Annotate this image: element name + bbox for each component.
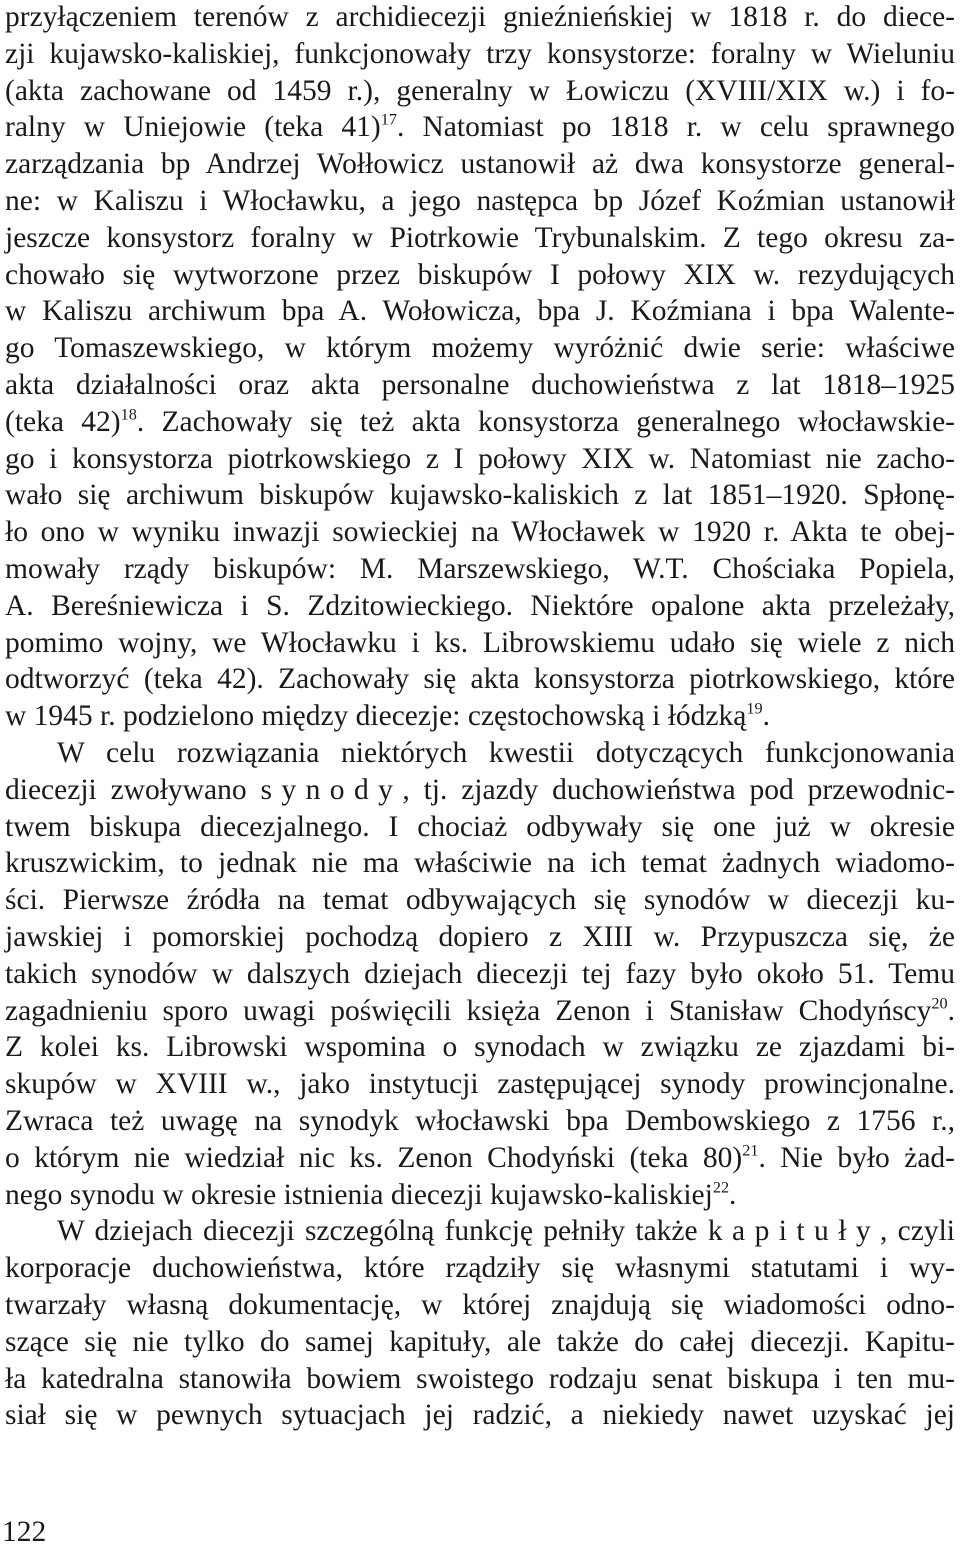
text-run: W celu rozwiązania niektórych kwestii dotyczących funkcjonowania [57, 737, 955, 769]
text-run: go i konsystorza piotrkowskiego z I połowy XIX w. Natomiast nie zacho- [5, 442, 955, 475]
text-run: siał się w pewnych sytuacjach jej radzić, a niekiedy nawet uzyskać jej [5, 1399, 955, 1432]
text-run: . [729, 1178, 737, 1211]
text-run: nego synodu w okresie istnienia diecezji kujawsko-kaliskiej [5, 1178, 713, 1211]
text-run: Zwraca też uwagę na synodyk włocławski bpa Dembowskiego z 1756 r., [5, 1105, 955, 1137]
text-run: wało się archiwum biskupów kujawsko-kaliskich z lat 1851–1920. Spłonę- [5, 479, 955, 512]
text-run: jawskiej i pomorskiej pochodzą dopiero z XIII w. Przypuszcza się, że [5, 921, 955, 953]
footnote-marker: 20 [931, 994, 948, 1013]
text-run: twem biskupa diecezjalnego. I chociaż odbywały się one już w okresie [5, 810, 955, 843]
text-line [5, 626, 955, 660]
emphasized-term: synody [260, 773, 403, 806]
text-run: szące się nie tylko do samej kapituły, ale także do całej diecezji. Kapitu- [5, 1325, 955, 1358]
text-line [5, 994, 955, 1028]
text-run: takich synodów w dalszych dziejach diecezji tej fazy było około 51. Temu [5, 957, 955, 990]
text-run: w 1945 r. podzielono między diecezje: częstochowską i łódzką [5, 700, 747, 733]
text-run: , czyli [880, 1215, 955, 1248]
text-line [5, 1325, 955, 1359]
text-line [5, 552, 955, 586]
text-line [5, 662, 955, 696]
text-run: skupów w XVIII w., jako instytucji zastępującej synody prowincjonalne. [5, 1068, 955, 1101]
text-run: przyłączeniem terenów z archidiecezji gnieźnieńskiej w 1818 r. do diece- [5, 1, 955, 33]
text-line [5, 773, 955, 807]
text-line [5, 331, 955, 365]
text-run: ralny w Uniejowie (teka 41) [5, 111, 381, 144]
text-run: twarzały własną dokumentację, w której znajdują się wiadomości odno- [5, 1289, 955, 1321]
text-line [5, 589, 955, 623]
text-run: w Kaliszu archiwum bpa A. Wołowicza, bpa J. Koźmiana i bpa Walente- [5, 295, 955, 328]
text-run: W dziejach diecezji szczególną funkcję pełniły także [57, 1215, 708, 1248]
text-run: (akta zachowane od 1459 r.), generalny w Łowiczu (XVIII/XIX w.) i fo- [5, 74, 955, 107]
text-run: kruszwickim, to jednak nie ma właściwie na ich temat żadnych wiadomo- [5, 847, 955, 880]
text-run: ło ono w wyniku inwazji sowieckiej na Włocławek w 1920 r. Akta te obej- [5, 516, 955, 549]
text-line [5, 1288, 955, 1322]
text-line [5, 1362, 955, 1396]
text-run: . Zachowały się też akta konsystorza generalnego włocławskie- [136, 405, 955, 438]
text-line [5, 1398, 955, 1432]
text-run: . [947, 994, 955, 1027]
text-line [57, 1214, 955, 1248]
text-line [5, 699, 955, 733]
text-run: mowały rządy biskupów: M. Marszewskiego, W.T. Chościaka Popiela, [5, 553, 955, 585]
text-run: zarządzania bp Andrzej Wołłowicz ustanowił aż dwa konsystorze general- [5, 148, 955, 181]
text-line [5, 515, 955, 549]
text-line [5, 442, 955, 476]
text-run: ści. Pierwsze źródła na temat odbywających się synodów w diecezji ku- [5, 884, 955, 917]
page-number: 122 [2, 1516, 47, 1548]
text-run: go Tomaszewskiego, w którym możemy wyróżnić dwie serie: właściwe [5, 332, 955, 365]
text-run: odtworzyć (teka 42). Zachowały się akta konsystorza piotrkowskiego, które [5, 663, 955, 696]
text-line [5, 184, 955, 218]
text-line [5, 405, 955, 439]
footnote-marker: 22 [712, 1178, 730, 1197]
text-line [57, 736, 955, 770]
text-line [5, 478, 955, 512]
text-line [5, 110, 955, 144]
text-line [5, 147, 955, 181]
text-line [5, 1141, 955, 1175]
text-run: pomimo wojny, we Włocławku i ks. Librowskiemu udało się wiele z nich [5, 626, 955, 659]
footnote-marker: 17 [380, 111, 397, 130]
text-run: . Nie było żad- [758, 1141, 955, 1174]
text-run: A. Bereśniewicza i S. Zdzitowieckiego. Niektóre opalone akta przeleżały, [5, 589, 955, 622]
text-run: Z kolei ks. Librowski wspomina o synodach w związku ze zjazdami bi- [5, 1031, 955, 1064]
text-run: . [762, 700, 770, 733]
text-run: (teka 42) [5, 405, 121, 438]
text-line [5, 0, 955, 34]
text-line [5, 1251, 955, 1285]
text-line [5, 37, 955, 71]
footnote-marker: 19 [746, 699, 763, 718]
text-run: akta działalności oraz akta personalne duchowieństwa z lat 1818–1925 [5, 369, 955, 401]
text-run: jeszcze konsystorz foralny w Piotrkowie Trybunalskim. Z tego okresu za- [5, 221, 955, 254]
text-run: o którym nie wiedział nic ks. Zenon Chodyński (teka 80) [5, 1141, 743, 1174]
text-line [5, 957, 955, 991]
text-line [5, 810, 955, 844]
text-run: zji kujawsko-kaliskiej, funkcjonowały trzy konsystorze: foralny w Wieluniu [5, 37, 955, 70]
text-line [5, 1067, 955, 1101]
text-run: zagadnieniu sporo uwagi poświęcili księża Zenon i Stanisław Chodyńscy [5, 994, 932, 1027]
text-run: ła katedralna stanowiła bowiem swoistego rodzaju senat biskupa i ten mu- [5, 1362, 955, 1395]
text-run: ne: w Kaliszu i Włocławku, a jego następca bp Józef Koźmian ustanowił [5, 185, 955, 217]
text-run: chowało się wytworzone przez biskupów I połowy XIX w. rezydujących [5, 258, 955, 291]
text-line [5, 74, 955, 108]
text-run: . Natomiast po 1818 r. w celu sprawnego [396, 111, 955, 144]
text-line [5, 846, 955, 880]
text-run: korporacje duchowieństwa, które rządziły się własnymi statutami i wy- [5, 1252, 955, 1285]
emphasized-term: kapituły [707, 1215, 881, 1248]
text-line [5, 368, 955, 402]
footnote-marker: 21 [742, 1141, 759, 1160]
text-line [5, 294, 955, 328]
text-line [5, 920, 955, 954]
text-line [5, 1178, 955, 1212]
text-line [5, 1030, 955, 1064]
text-line [5, 1104, 955, 1138]
footnote-marker: 18 [120, 405, 137, 424]
text-line [5, 258, 955, 292]
text-run: diecezji zwoływano [5, 773, 261, 806]
text-line [5, 221, 955, 255]
text-run: , tj. zjazdy duchowieństwa pod przewodnic- [402, 773, 955, 806]
text-line [5, 883, 955, 917]
